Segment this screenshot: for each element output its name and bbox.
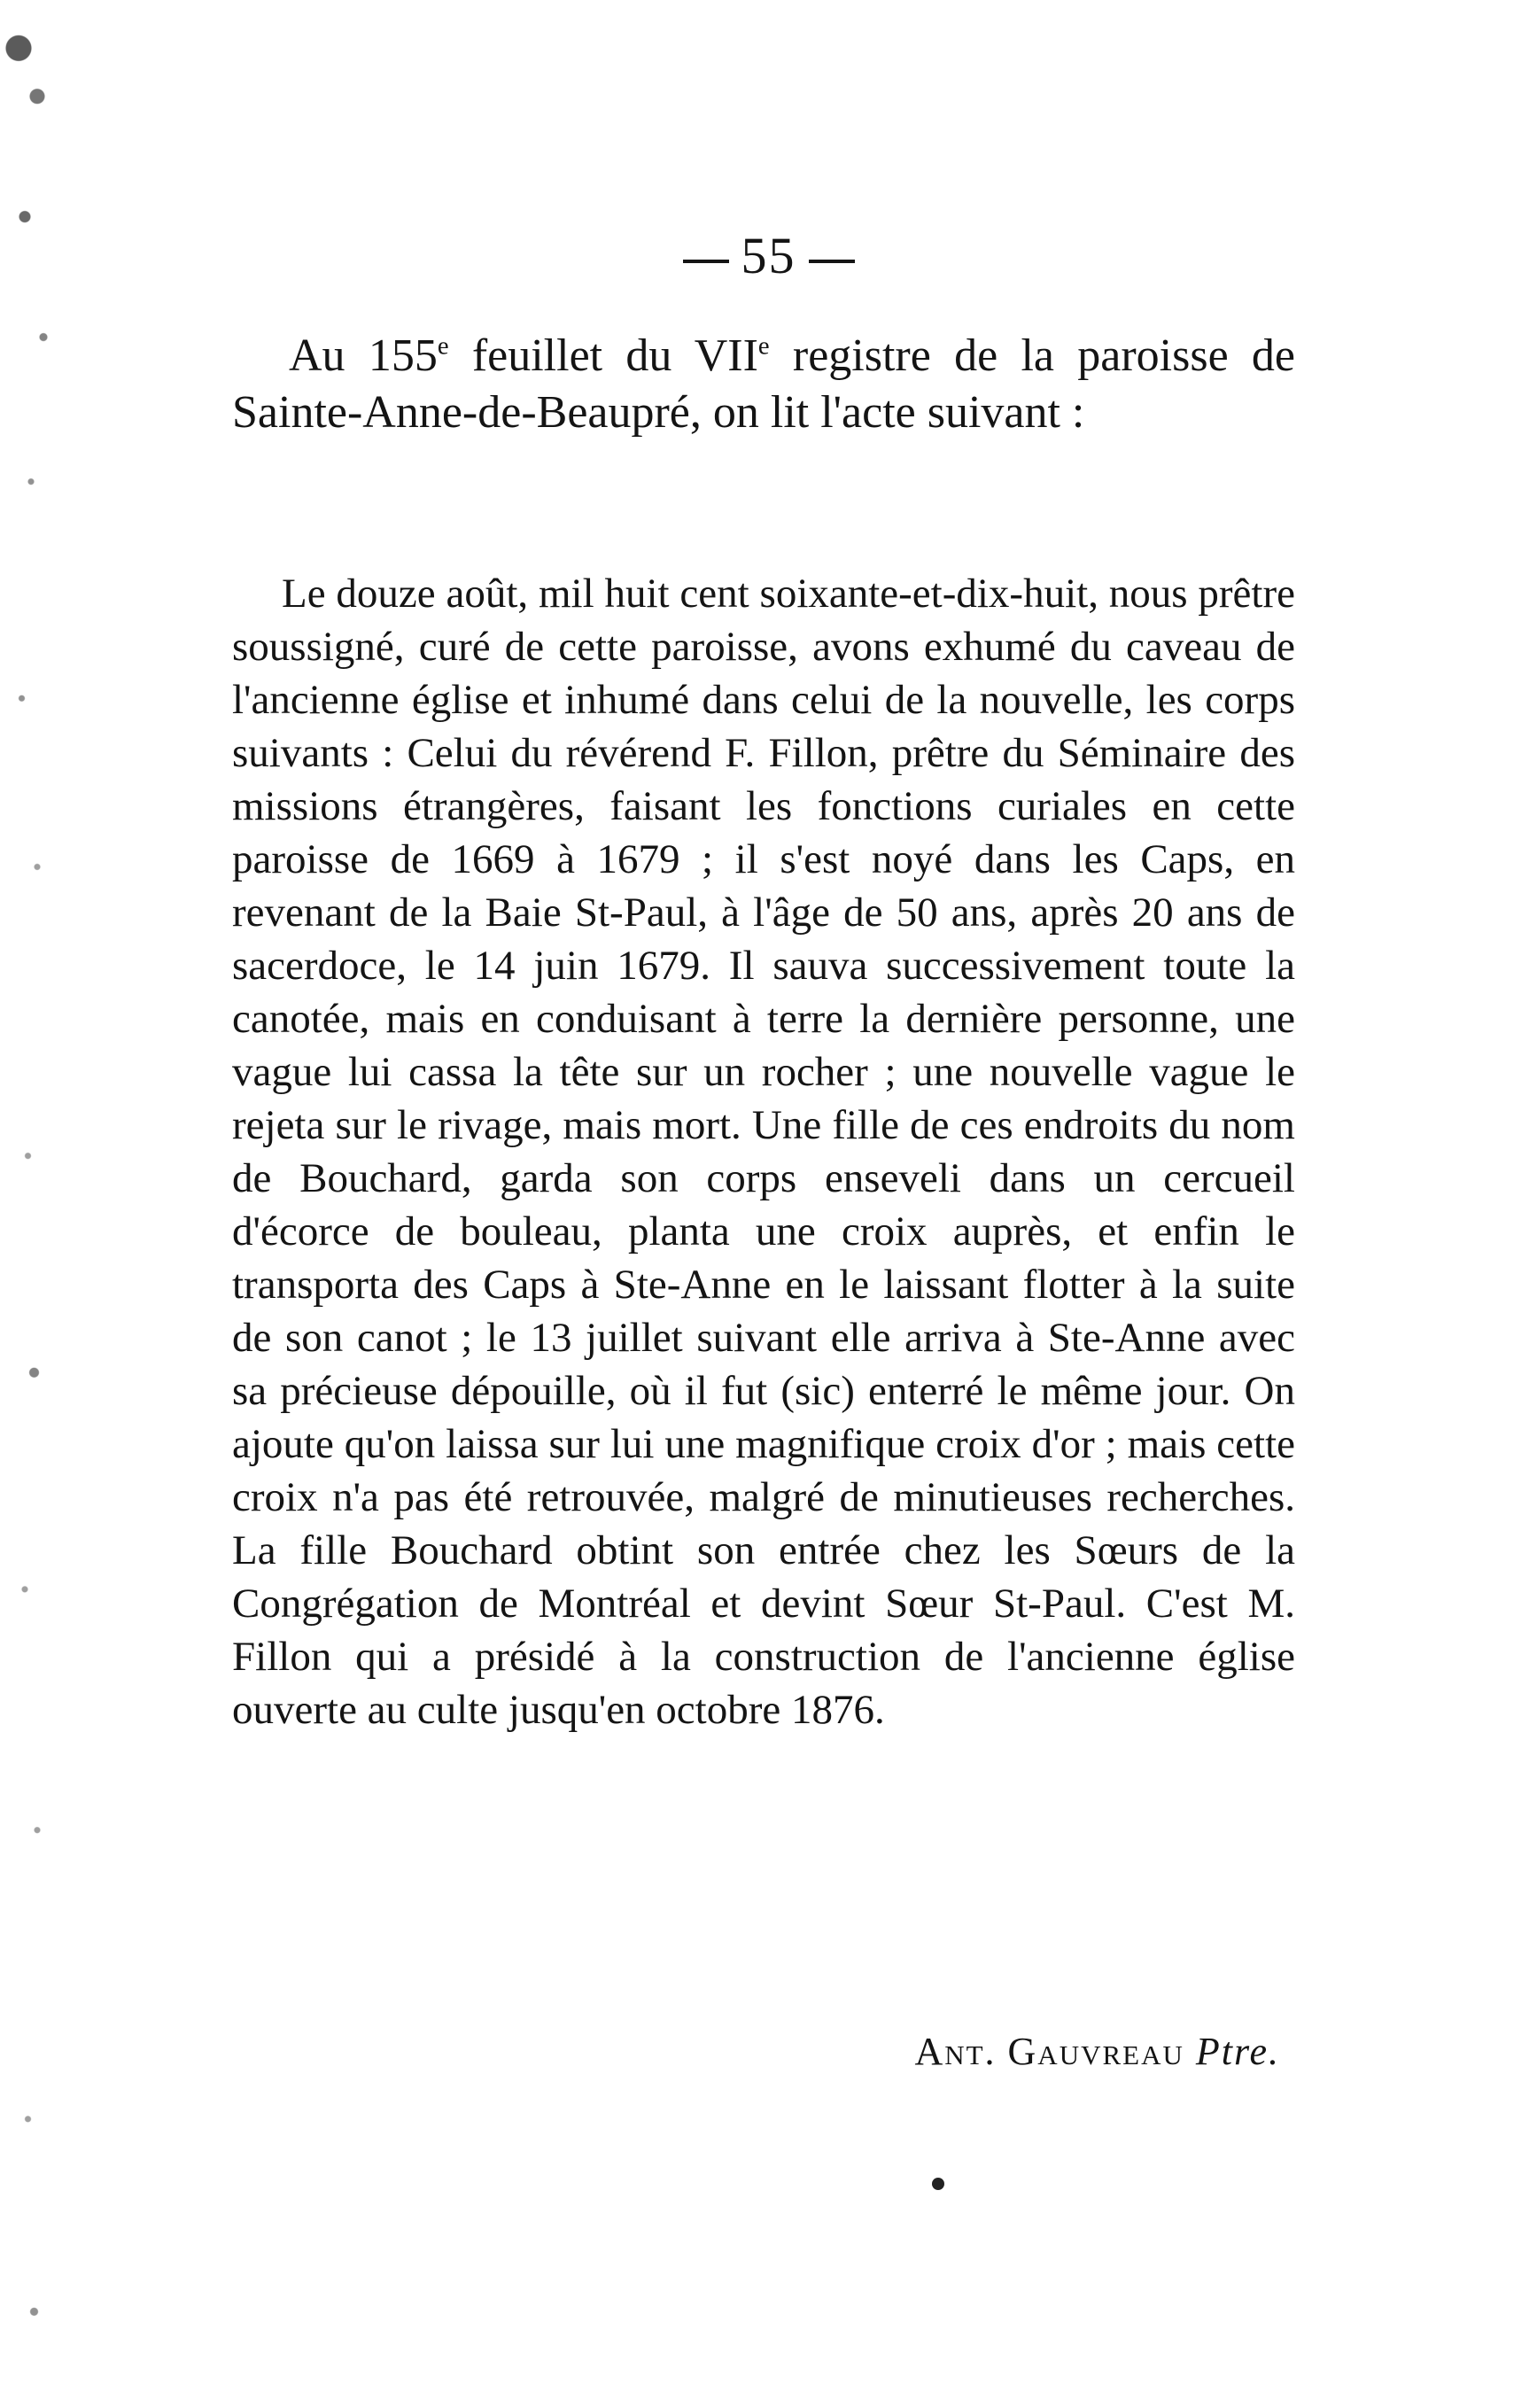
scan-gutter-noise bbox=[0, 0, 62, 2408]
quoted-act-paragraph: Le douze août, mil huit cent soixante-et-dix-huit, nous prêtre soussigné, curé de cette paroisse, avons exhumé du caveau de l'ancienne église et inhumé dans celui de la nouvelle, les corps suivants : Celui du révérend F. Fillon, prêtre du Séminaire des missions étrangères, faisant les fonctions curiales en cette paroisse de 1669 à 1679 ; il s'est noyé dans les Caps, en revenant de la Baie St-Paul, à l'âge de 50 ans, après 20 ans de sacerdoce, le 14 juin 1679. Il sauva successivement toute la canotée, mais en conduisant à terre la dernière personne, une vague lui cassa la tête sur un rocher ; une nouvelle vague le rejeta sur le rivage, mais mort. Une fille de ces endroits du nom de Bouchard, garda son corps enseveli dans un cercueil d'écorce de bouleau, planta une croix auprès, et enfin le transporta des Caps à Ste-Anne en le laissant flotter à la suite de son canot ; le 13 juillet suivant elle arriva à Ste-Anne avec sa précieuse dépouille, où il fut (sic) enterré le même jour. On ajoute qu'on laissa sur lui une magnifique croix d'or ; mais cette croix n'a pas été retrouvée, malgré de minutieuses recherches. La fille Bouchard obtint son entrée chez les Sœurs de la Congrégation de Montréal et devint Sœur St-Paul. C'est M. Fillon qui a présidé à la construction de l'ancienne église ouverte au culte jusqu'en octobre 1876. bbox=[232, 571, 1295, 1733]
signature-title: Ptre. bbox=[1195, 2030, 1280, 2073]
header-dash-right bbox=[809, 260, 855, 263]
intro-text-1: Au 155 bbox=[289, 330, 438, 381]
signature bbox=[914, 2029, 1280, 2074]
page-number: 55 bbox=[741, 227, 796, 284]
signature-name: Ant. Gauvreau bbox=[914, 2030, 1184, 2073]
ink-dot bbox=[932, 2178, 944, 2190]
intro-superscript-1: e bbox=[437, 332, 449, 361]
header-dash-left bbox=[683, 260, 729, 263]
intro-paragraph bbox=[232, 328, 1295, 441]
page-header bbox=[0, 226, 1537, 285]
intro-text-2: feuillet du VII bbox=[448, 330, 758, 381]
intro-text-3: registre de la paroisse de Sainte-Anne-de-Beaupré, on lit l'acte suivant : bbox=[232, 330, 1296, 438]
intro-superscript-2: e bbox=[757, 332, 770, 361]
